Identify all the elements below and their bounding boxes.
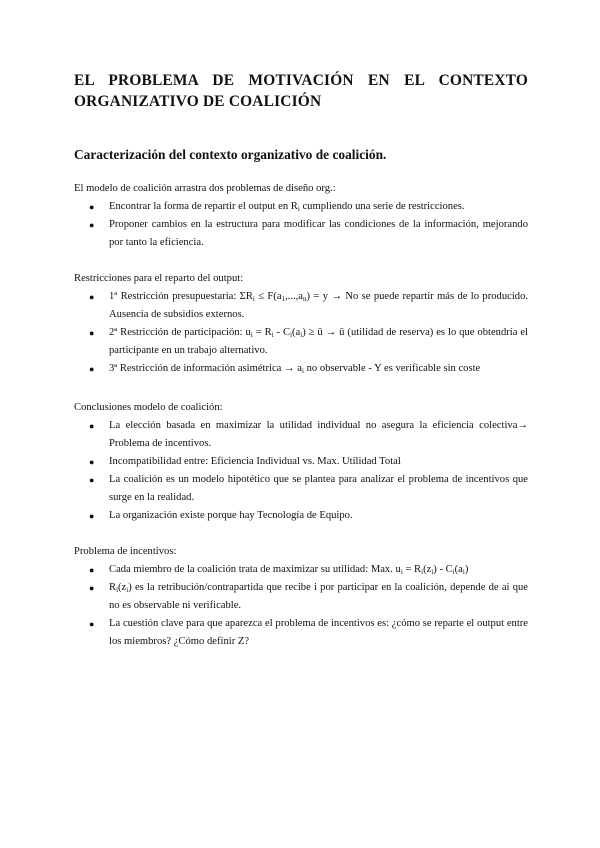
section-heading: Problema de incentivos:: [74, 546, 177, 557]
bullet-icon: ●: [89, 619, 95, 629]
list-item: ● $R_i(z_i)$ es la retribución/contrapartida que recibe i por participar en la coalición, depende de ai que no es observable ni verificable.: [74, 579, 528, 615]
section-heading: El modelo de coalición arrastra dos problemas de diseño org.:: [74, 183, 336, 194]
section-incentives-problem: [74, 543, 528, 651]
bullet-list: [74, 417, 528, 525]
section-design-problems: [74, 180, 528, 252]
list-item: ● 2ª Restricción de participación: $u_i = R_i - C_i(a_i)$ ≥ ū → ū (utilidad de reserva) es lo que obtendría el participante en un trabajo alternativo.: [74, 324, 528, 360]
section-heading: Conclusiones modelo de coalición:: [74, 402, 223, 413]
bullet-icon: ●: [89, 328, 95, 338]
section-heading: Restricciones para el reparto del output:: [74, 273, 244, 284]
bullet-icon: ●: [89, 364, 95, 374]
section-subtitle: Caracterización del contexto organizativo de coalición.: [74, 147, 387, 162]
bullet-icon: ●: [89, 421, 95, 431]
list-item: ● La cuestión clave para que aparezca el problema de incentivos es: ¿cómo se reparte el output entre los miembros? ¿Cómo definir Z?: [74, 615, 528, 651]
list-item: ● La organización existe porque hay Tecnología de Equipo.: [74, 507, 528, 525]
document-title: EL PROBLEMA DE MOTIVACIÓN EN EL CONTEXTO ORGANIZATIVO DE COALICIÓN: [74, 72, 528, 110]
bullet-icon: ●: [89, 202, 95, 212]
list-item: ● Proponer cambios en la estructura para modificar las condiciones de la información, mejorando por tanto la eficiencia.: [74, 216, 528, 252]
list-item: ● 3ª Restricción de información asimétrica → $a_i$ no observable - Y es verificable sin coste: [74, 360, 528, 378]
bullet-list: [74, 561, 528, 651]
section-conclusions: [74, 399, 528, 525]
bullet-icon: ●: [89, 565, 95, 575]
list-item: ● Encontrar la forma de repartir el output en $R_i$ cumpliendo una serie de restricciones.: [74, 198, 528, 216]
bullet-icon: ●: [89, 220, 95, 230]
bullet-icon: ●: [89, 583, 95, 593]
bullet-list: [74, 288, 528, 378]
list-item: ● Incompatibilidad entre: Eficiencia Individual vs. Max. Utilidad Total: [74, 453, 528, 471]
section-restrictions: [74, 270, 528, 378]
bullet-icon: ●: [89, 511, 95, 521]
list-item: ● La elección basada en maximizar la utilidad individual no asegura la eficiencia colectiva→ Problema de incentivos.: [74, 417, 528, 453]
list-item: ● Cada miembro de la coalición trata de maximizar su utilidad: Max. $u_i = R_i(z_i) - C_i(a_i)$: [74, 561, 528, 579]
bullet-list: [74, 198, 528, 252]
bullet-icon: ●: [89, 475, 95, 485]
list-item: ● 1ª Restricción presupuestaria: $\Sigma R_i \le F(a_1,...,a_n) = y \to No$ se puede repartir más de lo producido. Ausencia de subsidios externos.: [74, 288, 528, 324]
bullet-icon: ●: [89, 292, 95, 302]
bullet-icon: ●: [89, 457, 95, 467]
list-item: ● La coalición es un modelo hipotético que se plantea para analizar el problema de incentivos que surge en la realidad.: [74, 471, 528, 507]
